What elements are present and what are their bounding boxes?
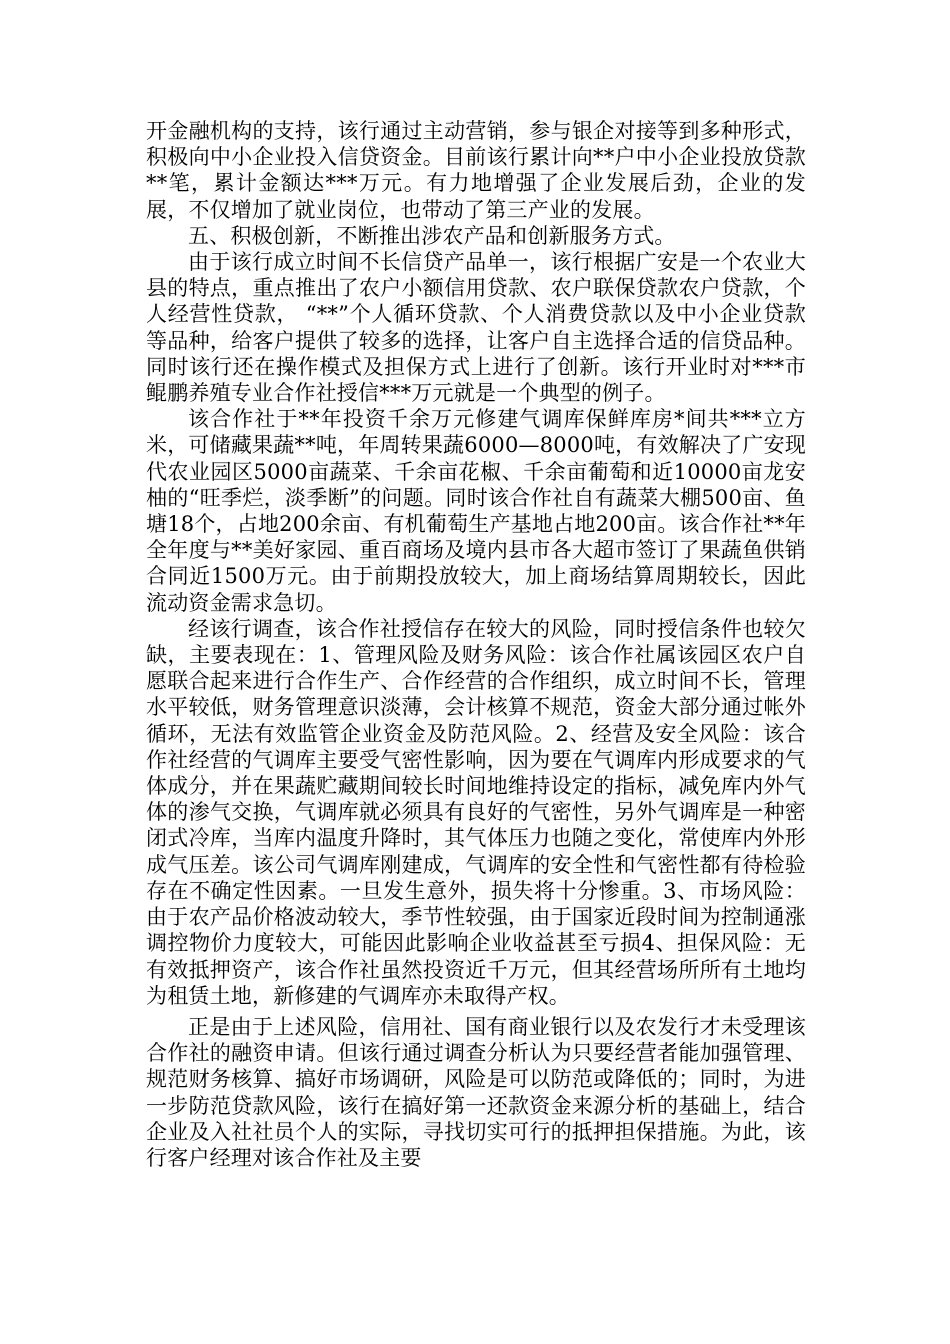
section-heading-innovation: 五、积极创新，不断推出涉农产品和创新服务方式。 [188, 223, 676, 248]
paragraph-credit-products: 由于该行成立时间不长信贷产品单一，该行根据广安是一个农业大县的特点，重点推出了农户小额信用贷款、农户联保贷款农户贷款，个人经营性贷款， “**”个人循环贷款、个人消费贷款以及中小企业贷款等品种，给客户提供了较多的选择，让客户自主选择合适的信贷品种。同时该行还在操作模式及担保方式上进行了创新。该行开业时对***市鲲鹏养殖专业合作社授信***万元就是一个典型的例子。 [146, 250, 806, 406]
paragraph-risk-analysis: 经该行调查，该合作社授信存在较大的风险，同时授信条件也较欠缺，主要表现在：1、管理风险及财务风险：该合作社属该园区农户自愿联合起来进行合作生产、合作经营的合作组织，成立时间不长，管理水平较低，财务管理意识淡薄，会计核算不规范，资金大部分通过帐外循环，无法有效监管企业资金及防范风险。2、经营及安全风险：该合作社经营的气调库主要受气密性影响，因为要在气调库内形成要求的气体成分，并在果蔬贮藏期间较长时间地维持设定的指标，减免库内外气体的渗气交换，气调库就必须具有良好的气密性，另外气调库是一种密闭式冷库，当库内温度升降时，其气体压力也随之变化，常使库内外形成气压差。该公司气调库刚建成，气调库的安全性和气密性都有待检验存在不确定性因素。一旦发生意外，损失将十分惨重。3、市场风险：由于农产品价格波动较大，季节性较强，由于国家近段时间为控制通涨调控物价力度较大，可能因此影响企业收益甚至亏损4、担保风险：无有效抵押资产，该合作社虽然投资近千万元，但其经营场所所有土地均为租赁土地，新修建的气调库亦未取得产权。 [146, 616, 806, 1008]
paragraph-cooperative-profile: 该合作社于**年投资千余万元修建气调库保鲜库房*间共***立方米，可储藏果蔬**吨，年周转果蔬6000—8000吨，有效解决了广安现代农业园区5000亩蔬菜、千余亩花椒、千余亩葡萄和近10000亩龙安柚的“旺季烂，淡季断”的问题。同时该合作社自有蔬菜大棚500亩、鱼塘18个，占地200余亩、有机葡萄生产基地占地200亩。该合作社**年全年度与**美好家园、重百商场及境内县市各大超市签订了果蔬鱼供销合同近1500万元。由于前期投放较大，加上商场结算周期较长，因此流动资金需求急切。 [146, 407, 806, 615]
paragraph-risk-mitigation: 正是由于上述风险，信用社、国有商业银行以及农发行才未受理该合作社的融资申请。但该行通过调查分析认为只要经营者能加强管理、规范财务核算、搞好市场调研，风险是可以防范或降低的；同时，为进一步防范贷款风险，该行在搞好第一还款资金来源分析的基础上，结合企业及入社社员个人的实际，寻找切实可行的抵押担保措施。为此，该行客户经理对该合作社及主要 [146, 1014, 806, 1170]
document-body [146, 118, 806, 1171]
paragraph-sme-lending: 开金融机构的支持，该行通过主动营销，参与银企对接等到多种形式，积极向中小企业投入信贷资金。目前该行累计向**户中小企业投放贷款**笔，累计金额达***万元。有力地增强了企业发展后劲，企业的发展，不仅增加了就业岗位，也带动了第三产业的发展。 [146, 119, 806, 222]
